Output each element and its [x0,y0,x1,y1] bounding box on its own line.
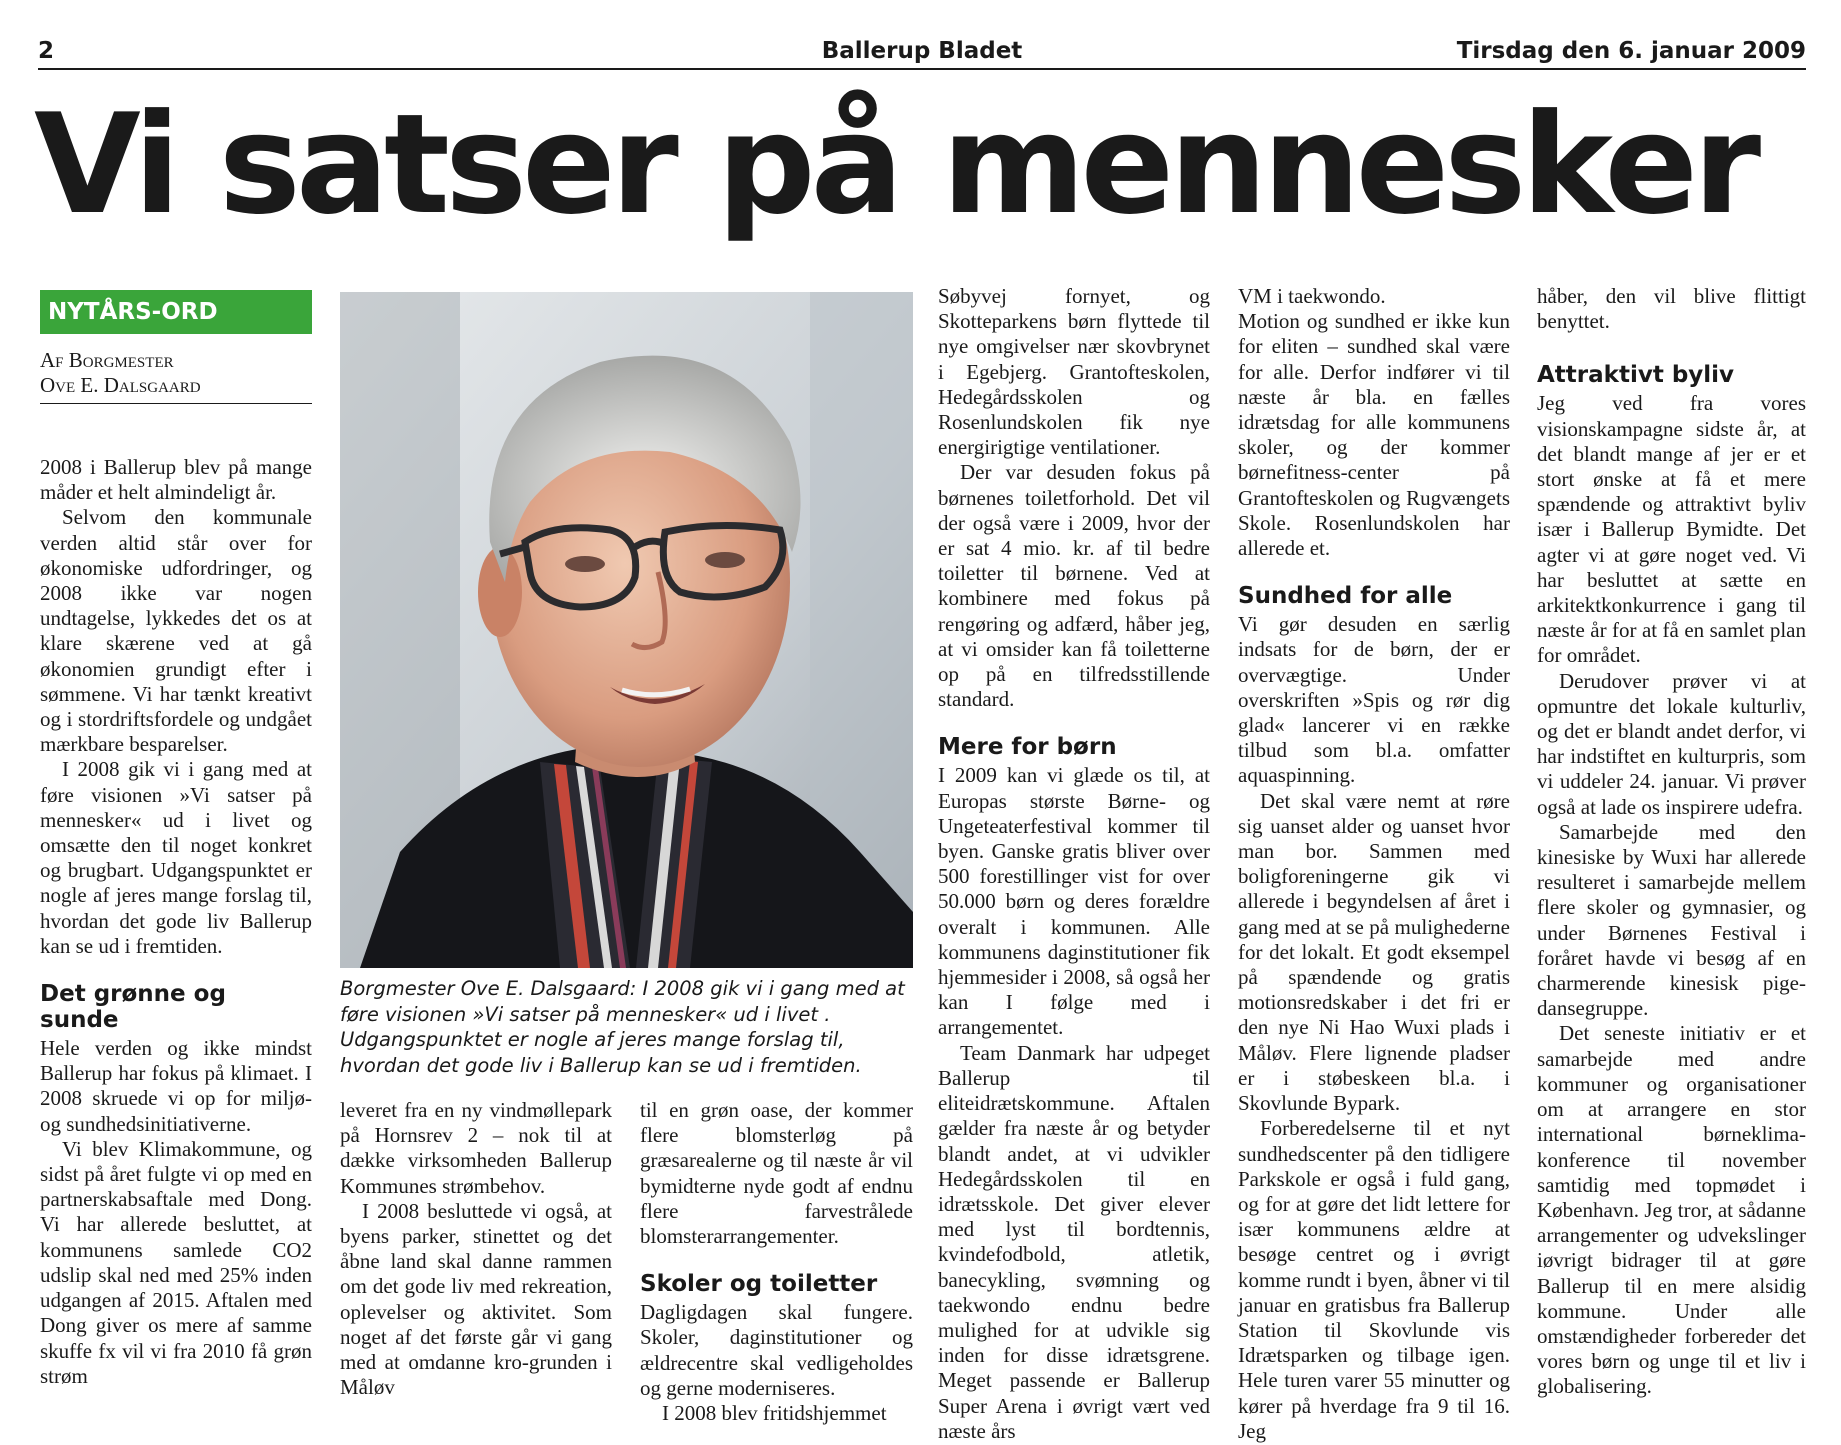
subheading: Attraktivt byliv [1537,362,1735,389]
paragraph: I 2009 kan vi glæde os til, at Europas største Børne- og Ungeteaterfestival kommer til byen. Ganske gratis bliver over 500 forestillinger vist for over 50.000 børn og deres forældre overalt i kommunen. Alle kommunens daginstitutioner fik hjemmesider i 2008, så også her kan I følge med i arrangementet. [938,763,1210,1040]
subheading: Skoler og toiletter [640,1271,878,1298]
paragraph: Motion og sundhed er ikke kun for eliten – sundhed skal være for alle. Derfor indfører vi til næste år bla. en fælles idrætsdag for alle kommunens skoler, og der kommer børnefitness-center på Grantofteskolen og Rugvængets Skole. Rosenlundskolen har allerede et. [1238,309,1510,561]
paragraph: Der var desuden fokus på børnenes toiletforhold. Det vil der også være i 2009, hvor der er sat 4 mio. kr. af til bedre toiletter til børnene. Ved at kombinere med fokus på rengøring og adfærd, håber jeg, at vi omsider kan få toiletterne op på en tilfredsstillende standard. [938,460,1210,712]
article-column-5 [1238,284,1510,1444]
paragraph: Søbyvej fornyet, og Skotteparkens børn flyttede til nye omgivelser nær skovbrynet i Egebjerg. Grantofteskolen, Hedegårdsskolen og Rosenlundskolen fik nye energirigtige ventilationer. [938,284,1210,460]
byline-title: Af Borgmester [40,348,174,372]
paragraph: Selvom den kommunale verden altid står over for økonomiske udfordringer, og 2008 ikke var nogen undtagelse, lykkedes det os at klare skærene ved at gå økonomien grundigt efter i sømmene. Vi har tænkt kreativt og i stordriftsfordele og undgået mærkbare besparelser. [40,505,312,757]
paragraph: I 2008 besluttede vi også, at byens parker, stinettet og det åbne land skal danne rammen om det gode liv med rekreation, oplevelser og aktivitet. Som noget af det første går vi gang med at omdanne kro-grunden i Måløv [340,1198,612,1400]
photo-caption: Borgmester Ove E. Dalsgaard: I 2008 gik vi i gang med at føre visionen »Vi satser på mennesker« ud i livet . Udgangspunktet er nogle af jeres mange forslag til, hvordan det gode liv i Ballerup kan se ud i fremtiden. [340,977,905,1077]
page-header [38,36,1806,70]
paragraph: Dagligdagen skal fungere. Skoler, daginstitutioner og ældrecentre skal vedligeholdes og gerne moderniseres. [640,1300,913,1400]
subheading: Mere for børn [938,734,1117,761]
subheading: Sundhed for alle [1238,583,1453,610]
paragraph: Det seneste initiativ er et samarbejde med andre kommuner og organisationer om at arrangere en stor international børneklima- konference til november samtidig med topmødet i København. Jeg tror, at sådanne arrangementer og udvekslinger iøvrigt bidrager til at gøre Ballerup til en mere alsidig kommune. Under alle omstændigheder forbereder det vores børn og unge til et liv i globalisering. [1537,1021,1806,1399]
paragraph: Vi blev Klimakommune, og sidst på året fulgte vi op med en partnerskabsaftale med Dong. Vi har allerede besluttet, at kommunens samlede CO2 udslip skal ned med 25% inden udgangen af 2015. Aftalen med Dong giver os mere af samme skuffe fx vil vi fra 2010 få grøn strøm [40,1136,312,1388]
byline-author: Ove E. Dalsgaard [40,373,201,397]
section-kicker: NYTÅRS-ORD [40,290,312,334]
paragraph: Team Danmark har udpeget Ballerup til eliteidrætskommune. Aftalen gælder fra næste år og betyder blandt andet, at vi udvikler Hedegårdsskolen til en idrætsskole. Det giver elever med lyst til bordtennis, kvindefodbold, atletik, banecykling, svømning og taekwondo endnu bedre mulighed for at udvikle sig inden for disse idrætsgrene. Meget passende er Ballerup Super Arena i øvrigt vært ved næste års [938,1040,1210,1443]
paragraph: 2008 i Ballerup blev på mange måder et helt almindeligt år. [40,455,312,505]
paragraph: Jeg ved fra vores visionskampagne sidste år, at det blandt mange af jer er et stort ønske at få et mere spændende og attraktivt byliv især i Ballerup Bymidte. Det agter vi at gøre noget ved. Vi har besluttet at sætte en arkitektkonkurrence i gang til næste år for at få en samlet plan for området. [1537,391,1806,668]
article-column-4 [938,284,1210,1444]
byline [40,348,312,404]
newspaper-name: Ballerup Bladet [821,38,1023,64]
portrait-image [340,292,913,968]
paragraph: Samarbejde med den kinesiske by Wuxi har allerede resulteret i samarbejde mellem flere skoler og gymnasier, og under Børnenes Festival i foråret havde vi besøg af en charmerende kinesisk pige-dansegruppe. [1537,819,1806,1021]
paragraph: I 2008 blev fritidshjemmet [662,1401,887,1426]
paragraph: VM i taekwondo. [1238,284,1386,308]
mayor-photo [340,292,913,968]
paragraph: Derudover prøver vi at opmuntre det lokale kulturliv, og det er blandt andet derfor, vi har indstiftet en kulturpris, som vi uddeler 24. januar. Vi prøver også at lade os inspirere udefra. [1537,668,1806,819]
subheading: Det grønne og sunde [40,981,226,1034]
article-column-6 [1537,284,1806,1400]
page-number: 2 [38,38,55,64]
paragraph: Hele verden og ikke mindst Ballerup har fokus på klimaet. I 2008 skruede vi op for miljø- og sundhedsinitiativerne. [40,1036,312,1136]
article-column-3 [640,1098,913,1426]
paragraph: Det skal være nemt at røre sig uanset alder og uanset hvor man bor. Sammen med boligforeningerne gik vi allerede i begyndelsen af året i gang med at se på mulighederne for det lokalt. Et godt eksempel på spændende og gratis motionsredskaber i det fri er den nye Ni Hao Wuxi plads i Måløv. Flere lignende pladser er i støbeskeen bl.a. i Skovlunde Bypark. [1238,788,1510,1116]
paragraph: håber, den vil blive flittigt benyttet. [1537,284,1806,334]
issue-date: Tirsdag den 6. januar 2009 [1456,38,1806,64]
paragraph: Forberedelserne til et nyt sundhedscenter på den tidligere Parkskole er også i fuld gang, og for at gøre det lidt lettere for især kommunens ældre at besøge centret og i øvrigt komme rundt i byen, åbner vi til januar en gratisbus fra Ballerup Station til Skovlunde vis Idrætsparken og tilbage igen. Hele turen varer 55 minutter og kører på hverdage fra 9 til 16. Jeg [1238,1116,1510,1443]
paragraph: Vi gør desuden en særlig indsats for de børn, der er overvægtige. Under overskriften »Spis og rør dig glad« lancerer vi en række tilbud som bl.a. omfatter aquaspinning. [1238,612,1510,788]
article-column-2 [340,1098,612,1400]
paragraph: til en grøn oase, der kommer flere blomsterløg på græsarealerne og til næste år vil bymidterne nyde godt af endnu flere farvestrålede blomsterarrangementer. [640,1098,913,1249]
article-column-1 [40,455,312,1389]
paragraph: I 2008 gik vi i gang med at føre visionen »Vi satser på mennesker« ud i livet og omsætte den til noget konkret og brugbart. Udgangspunktet er nogle af jeres mange forslag til, hvordan det gode liv Ballerup kan se ud i fremtiden. [40,757,312,958]
article-headline: Vi satser på mennesker [34,84,1757,245]
paragraph: leveret fra en ny vindmøllepark på Hornsrev 2 – nok til at dække virksomheden Ballerup Kommunes strømbehov. [340,1098,612,1198]
